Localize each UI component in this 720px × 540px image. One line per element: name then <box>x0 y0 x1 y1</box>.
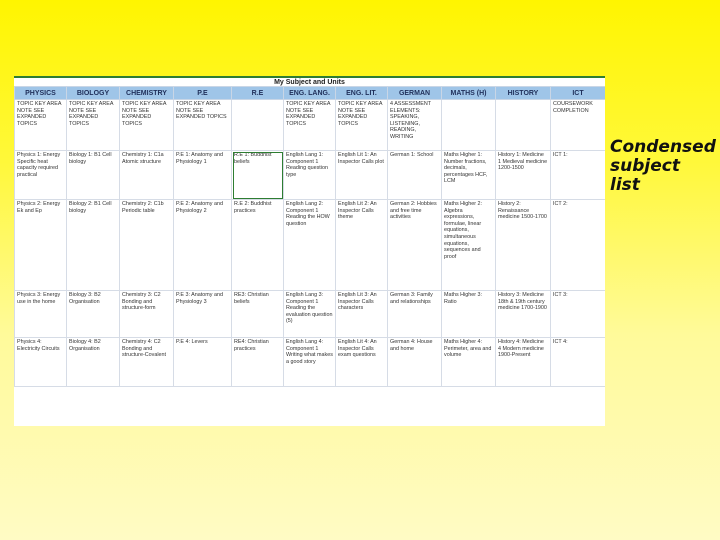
table-cell[interactable]: English Lang 3: Component 1 Reading the evaluation question (5) <box>284 291 336 338</box>
table-cell[interactable]: TOPIC KEY AREA NOTE SEE EXPANDED TOPICS <box>67 100 120 151</box>
table-cell[interactable]: English Lit 3: An Inspector Calls characters <box>336 291 388 338</box>
table-cell[interactable]: TOPIC KEY AREA NOTE SEE EXPANDED TOPICS <box>15 100 67 151</box>
table-cell[interactable]: English Lang 4: Component 1 Writing what makes a good story <box>284 338 336 387</box>
table-cell[interactable]: TOPIC KEY AREA NOTE SEE EXPANDED TOPICS <box>174 100 232 151</box>
table-cell[interactable]: P.E 4: Levers <box>174 338 232 387</box>
col-header: BIOLOGY <box>67 87 120 100</box>
table-cell[interactable]: English Lang 2: Component 1 Reading the HOW question <box>284 200 336 291</box>
table-cell[interactable]: Maths Higher 1: Number fractions, decimals, percentages HCF, LCM <box>442 151 496 200</box>
table-cell[interactable]: Physics 4: Electricity Circuits <box>15 338 67 387</box>
table-cell[interactable]: R.E 2: Buddhist practices <box>232 200 284 291</box>
table-cell[interactable]: Biology 3: B2 Organisation <box>67 291 120 338</box>
table-cell[interactable]: RE4: Christian practices <box>232 338 284 387</box>
table-row <box>15 151 606 200</box>
table-row <box>15 338 606 387</box>
table-row <box>15 100 606 151</box>
table-cell[interactable]: TOPIC KEY AREA NOTE SEE EXPANDED TOPICS <box>120 100 174 151</box>
table-cell[interactable]: Physics 1: Energy Specific heat capacity required practical <box>15 151 67 200</box>
col-header: ENG. LANG. <box>284 87 336 100</box>
caption-line: subject <box>610 156 680 176</box>
table-cell[interactable]: German 2: Hobbies and free time activities <box>388 200 442 291</box>
table-row <box>15 200 606 291</box>
table-cell[interactable]: German 3: Family and relationships <box>388 291 442 338</box>
table-cell[interactable]: Maths Higher 2: Algebra expressions, formulae, linear equations, simultaneous equations, sequences and proof <box>442 200 496 291</box>
table-cell[interactable]: RE3: Christian beliefs <box>232 291 284 338</box>
selected-cell[interactable]: R.E 1: Buddhist beliefs <box>232 151 284 200</box>
table-cell[interactable]: Biology 1: B1 Cell biology <box>67 151 120 200</box>
header-row <box>15 87 606 100</box>
caption-line: list <box>610 175 640 195</box>
table-cell[interactable]: Biology 2: B1 Cell biology <box>67 200 120 291</box>
table-cell[interactable]: English Lit 2: An Inspector Calls theme <box>336 200 388 291</box>
table-cell[interactable]: Maths Higher 4: Perimeter, area and volume <box>442 338 496 387</box>
table-cell[interactable] <box>496 100 551 151</box>
table-cell[interactable]: English Lang 1: Component 1 Reading question type <box>284 151 336 200</box>
table-cell[interactable]: ICT 3: <box>551 291 606 338</box>
table-cell[interactable]: COURSEWORK COMPLETION <box>551 100 606 151</box>
table-cell[interactable]: History 2: Renaissance medicine 1500-1700 <box>496 200 551 291</box>
table-cell[interactable]: P.E 3: Anatomy and Physiology 3 <box>174 291 232 338</box>
table-cell[interactable]: P.E 1: Anatomy and Physiology 1 <box>174 151 232 200</box>
table-cell[interactable]: 4 ASSESSMENT ELEMENTS: SPEAKING, LISTENING, READING, WRITING <box>388 100 442 151</box>
table-cell[interactable]: English Lit 1: An Inspector Calls plot <box>336 151 388 200</box>
table-cell[interactable]: ICT 2: <box>551 200 606 291</box>
table-cell[interactable]: History 3: Medicine 18th & 19th century medicine 1700-1900 <box>496 291 551 338</box>
table-cell[interactable] <box>232 100 284 151</box>
table-cell[interactable]: Chemistry 1: C1a Atomic structure <box>120 151 174 200</box>
col-header: GERMAN <box>388 87 442 100</box>
caption-line: Condensed <box>610 137 716 157</box>
table-cell[interactable]: ICT 4: <box>551 338 606 387</box>
table-cell[interactable]: Physics 2: Energy Ek and Ep <box>15 200 67 291</box>
table-cell[interactable]: Chemistry 3: C2 Bonding and structure-form <box>120 291 174 338</box>
table-cell[interactable] <box>442 100 496 151</box>
subjects-table <box>14 86 605 387</box>
subject-units-sheet <box>14 76 605 426</box>
col-header: PHYSICS <box>15 87 67 100</box>
table-cell[interactable]: History 4: Medicine 4 Modern medicine 1900-Present <box>496 338 551 387</box>
slide-caption <box>610 138 718 195</box>
col-header: HISTORY <box>496 87 551 100</box>
table-cell[interactable]: Chemistry 4: C2 Bonding and structure-Covalent <box>120 338 174 387</box>
col-header: MATHS (H) <box>442 87 496 100</box>
table-cell[interactable]: TOPIC KEY AREA NOTE SEE EXPANDED TOPICS <box>336 100 388 151</box>
table-cell[interactable]: Chemistry 2: C1b Periodic table <box>120 200 174 291</box>
table-row <box>15 291 606 338</box>
table-cell[interactable]: TOPIC KEY AREA NOTE SEE EXPANDED TOPICS <box>284 100 336 151</box>
col-header: ENG. LIT. <box>336 87 388 100</box>
table-cell[interactable]: ICT 1: <box>551 151 606 200</box>
table-cell[interactable]: English Lit 4: An Inspector Calls exam questions <box>336 338 388 387</box>
col-header: R.E <box>232 87 284 100</box>
table-cell[interactable]: German 4: House and home <box>388 338 442 387</box>
table-cell[interactable]: Biology 4: B2 Organisation <box>67 338 120 387</box>
sheet-title: My Subject and Units <box>14 76 605 88</box>
table-cell[interactable]: Physics 3: Energy use in the home <box>15 291 67 338</box>
table-cell[interactable]: P.E 2: Anatomy and Physiology 2 <box>174 200 232 291</box>
table-cell[interactable]: Maths Higher 3: Ratio <box>442 291 496 338</box>
table-cell[interactable]: German 1: School <box>388 151 442 200</box>
col-header: CHEMISTRY <box>120 87 174 100</box>
col-header: P.E <box>174 87 232 100</box>
table-cell[interactable]: History 1: Medicine 1 Medieval medicine 1200-1500 <box>496 151 551 200</box>
col-header: ICT <box>551 87 606 100</box>
